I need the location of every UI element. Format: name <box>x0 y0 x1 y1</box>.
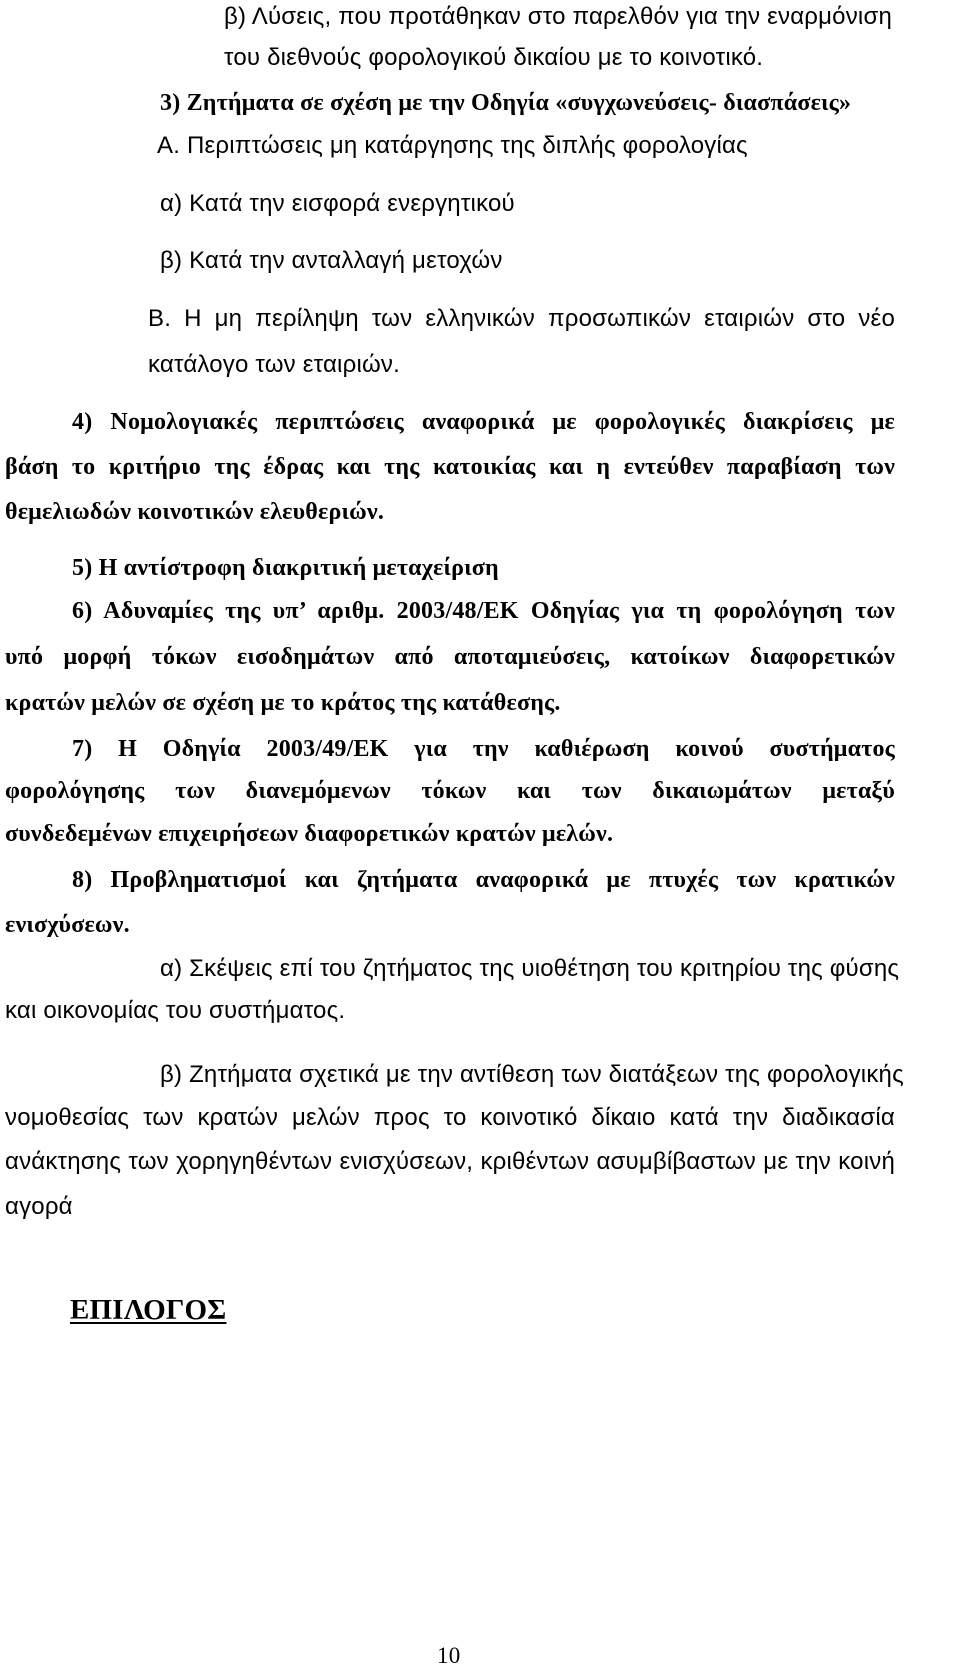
section-3-title: 3) Ζητήματα σε σχέση με την Οδηγία «συγχωνεύσεις- διασπάσεις» <box>160 90 852 116</box>
section-8a-line-1: α) Σκέψεις επί του ζητήματος της υιοθέτηση του κριτηρίου της φύσης <box>160 955 900 982</box>
list-item-a: α) Κατά την εισφορά ενεργητικού <box>160 190 515 217</box>
section-8b-line-1: β) Ζητήματα σχετικά με την αντίθεση των διατάξεων της φορολογικής <box>160 1061 904 1088</box>
section-8b-line-2: νομοθεσίας των κρατών μελών προς το κοινοτικό δίκαιο κατά την διαδικασία <box>5 1104 895 1131</box>
section-8b-line-4: αγορά <box>5 1193 73 1220</box>
section-8a-line-2: και οικονομίας του συστήματος. <box>5 997 346 1024</box>
section-7-line-3: συνδεδεμένων επιχειρήσεων διαφορετικών κρατών μελών. <box>5 821 614 847</box>
subsection-b-line-2: κατάλογο των εταιριών. <box>148 351 400 378</box>
section-8-line-2: ενισχύσεων. <box>5 912 130 938</box>
text-line-1: β) Λύσεις, που προτάθηκαν στο παρελθόν για την εναρμόνιση <box>224 3 893 30</box>
subsection-a-title: Α. Περιπτώσεις μη κατάργησης της διπλής φορολογίας <box>157 132 748 159</box>
text-line-2: του διεθνούς φορολογικού δικαίου με το κοινοτικό. <box>224 44 764 71</box>
subsection-b-line-1: Β. Η μη περίληψη των ελληνικών προσωπικών εταιριών στο νέο <box>148 305 895 332</box>
section-4-line-2: βάση το κριτήριο της έδρας και της κατοικίας και η εντεύθεν παραβίαση των <box>5 454 895 480</box>
section-7-line-1: 7) Η Οδηγία 2003/49/ΕΚ για την καθιέρωση κοινού συστήματος <box>72 736 895 762</box>
section-6-line-2: υπό μορφή τόκων εισοδημάτων από αποταμιεύσεις, κατοίκων διαφορετικών <box>5 644 895 670</box>
page-number: 10 <box>437 1643 461 1668</box>
section-5-title: 5) Η αντίστροφη διακριτική μεταχείριση <box>72 555 499 581</box>
list-item-b: β) Κατά την ανταλλαγή μετοχών <box>160 247 503 274</box>
section-8-line-1: 8) Προβληματισμοί και ζητήματα αναφορικά με πτυχές των κρατικών <box>72 867 895 893</box>
section-7-line-2: φορολόγησης των διανεμόμενων τόκων και των δικαιωμάτων μεταξύ <box>5 778 895 804</box>
section-6-line-1: 6) Αδυναμίες της υπ’ αριθμ. 2003/48/ΕΚ Οδηγίας για τη φορολόγηση των <box>72 598 895 624</box>
epilogue-heading: ΕΠΙΛΟΓΟΣ <box>70 1294 227 1326</box>
section-6-line-3: κρατών μελών σε σχέση με το κράτος της κατάθεσης. <box>5 690 561 716</box>
section-4-line-3: θεμελιωδών κοινοτικών ελευθεριών. <box>5 499 385 525</box>
section-4-line-1: 4) Νομολογιακές περιπτώσεις αναφορικά με φορολογικές διακρίσεις με <box>72 409 895 435</box>
section-8b-line-3: ανάκτησης των χορηγηθέντων ενισχύσεων, κριθέντων ασυμβίβαστων με την κοινή <box>5 1148 895 1175</box>
